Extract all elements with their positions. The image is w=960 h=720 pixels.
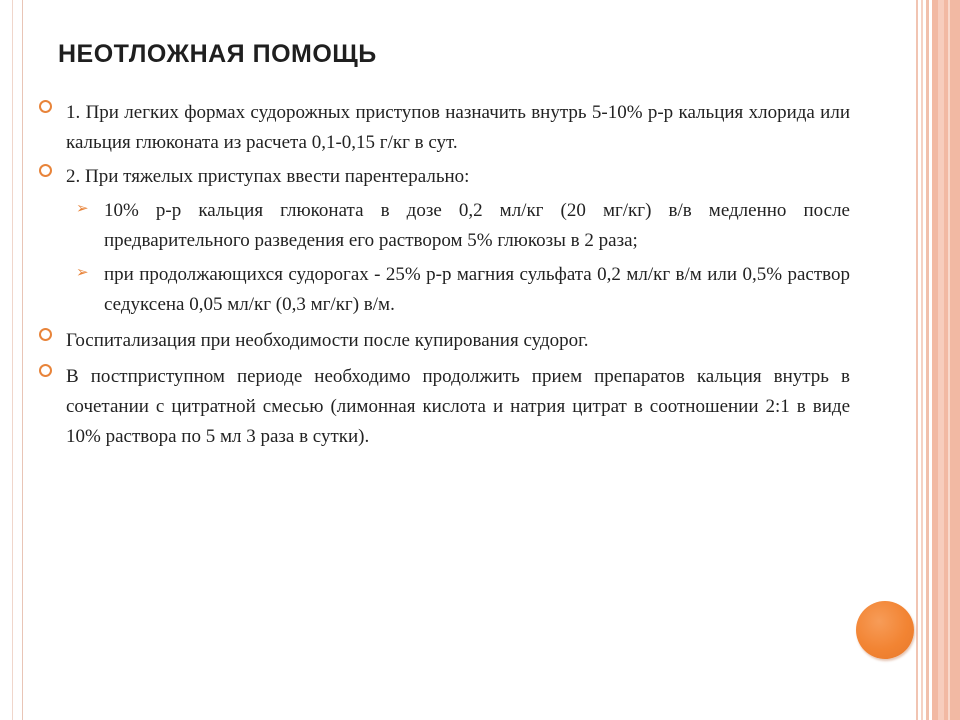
orange-circle-decoration [856,601,914,659]
arrow-bullet-icon: ➢ [76,199,89,217]
left-frame-inner-border [0,0,13,720]
circle-bullet-icon [39,100,52,113]
bullet-item [38,162,850,192]
slide-title: НЕОТЛОЖНАЯ ПОМОЩЬ [58,40,377,68]
stripe [948,0,950,720]
sub-bullet-text: при продолжающихся судорогах - 25% р-р магния сульфата 0,2 мл/кг в/м или 0,5% раствор седуксена 0,05 мл/кг (0,3 мг/кг) в/м. [104,264,850,315]
bullet-item [38,362,850,452]
stripe [938,0,944,720]
stripe [916,0,918,720]
sub-bullet-item [38,196,850,256]
stripe [926,0,929,720]
left-frame-border [0,0,23,720]
sub-bullet-item [38,260,850,320]
right-decorative-stripes [916,0,960,720]
bullet-text: В постприступном периоде необходимо продолжить прием препаратов кальция внутрь в сочетании с цитратной смесью (лимонная кислота и натрия цитрат в соотношении 2:1 в виде 10% раствора по 5 мл 3 раза в сутки). [66,366,850,447]
sub-bullet-text: 10% р-р кальция глюконата в дозе 0,2 мл/кг (20 мг/кг) в/в медленно после предварительного разведения его раствором 5% глюкозы в 2 раза; [104,200,850,251]
circle-bullet-icon [39,164,52,177]
bullet-item [38,326,850,356]
bullet-text: 2. При тяжелых приступах ввести парентерально: [66,166,470,187]
stripe [932,0,960,720]
stripe [921,0,923,720]
circle-bullet-icon [39,364,52,377]
arrow-bullet-icon: ➢ [76,263,89,281]
circle-bullet-icon [39,328,52,341]
slide-body [38,98,850,452]
bullet-item [38,98,850,158]
bullet-text: Госпитализация при необходимости после купирования судорог. [66,330,589,351]
bullet-text: 1. При легких формах судорожных приступов назначить внутрь 5-10% р-р кальция хлорида или кальция глюконата из расчета 0,1-0,15 г/кг в сут. [66,102,850,153]
